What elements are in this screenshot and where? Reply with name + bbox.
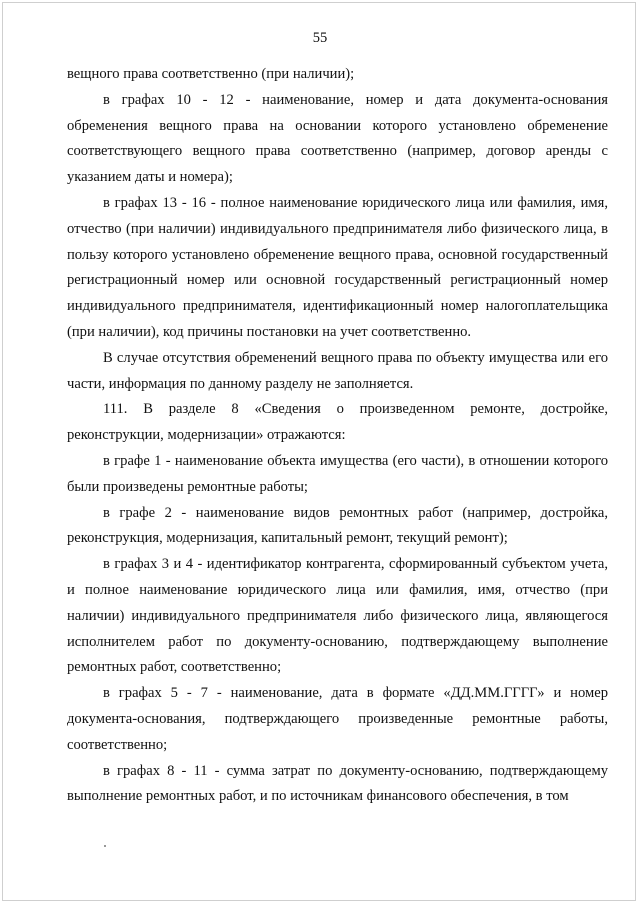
page-number: 55: [312, 30, 328, 46]
paragraph-columns-3-4: в графах 3 и 4 - идентификатор контрагента, сформированный субъектом учета, и полное наименование юридического лица или фамилия, имя, отчество (при наличии) индивидуального предпринимателя либо физического лица, являющегося исполнителем работ по документу-основанию, подтверждающему выполнение ремонтных работ, соответственно;: [67, 556, 608, 676]
paragraph-no-encumbrance: В случае отсутствия обременений вещного права по объекту имущества или его части, информация по данному разделу не заполняется.: [67, 349, 608, 392]
paragraph-columns-5-7: в графах 5 - 7 - наименование, дата в формате «ДД.ММ.ГГГГ» и номер документа-основания, подтверждающего произведенные ремонтные работы, соответственно;: [67, 685, 608, 753]
scan-artifact: [104, 845, 106, 847]
paragraph-columns-13-16: в графах 13 - 16 - полное наименование юридического лица или фамилия, имя, отчество (при наличии) индивидуального предпринимателя либо физического лица, в пользу которого установлено обременение вещного права, основной государственный регистрационный номер или основной государственный регистрационный номер индивидуального предпринимателя, идентификационный номер налогоплательщика (при наличии), код причины постановки на учет соответственно.: [67, 194, 608, 340]
paragraph-continuation: вещного права соответственно (при наличии);: [67, 66, 355, 82]
paragraph-column-2: в графе 2 - наименование видов ремонтных работ (например, достройка, реконструкция, модернизация, капитальный ремонт, текущий ремонт);: [67, 504, 608, 547]
paragraph-column-1: в графе 1 - наименование объекта имущества (его части), в отношении которого были произведены ремонтные работы;: [67, 452, 608, 495]
paragraph-columns-10-12: в графах 10 - 12 - наименование, номер и дата документа-основания обременения вещного права на основании которого установлено обременение соответствующего вещного права соответственно (например, договор аренды с указанием даты и номера);: [67, 91, 608, 186]
paragraph-columns-8-11: в графах 8 - 11 - сумма затрат по документу-основанию, подтверждающему выполнение ремонтных работ, и по источникам финансового обеспечения, в том: [67, 762, 608, 805]
paragraph-section-111: 111. В разделе 8 «Сведения о произведенном ремонте, достройке, реконструкции, модернизации» отражаются:: [67, 401, 608, 444]
document-body: [67, 62, 608, 810]
